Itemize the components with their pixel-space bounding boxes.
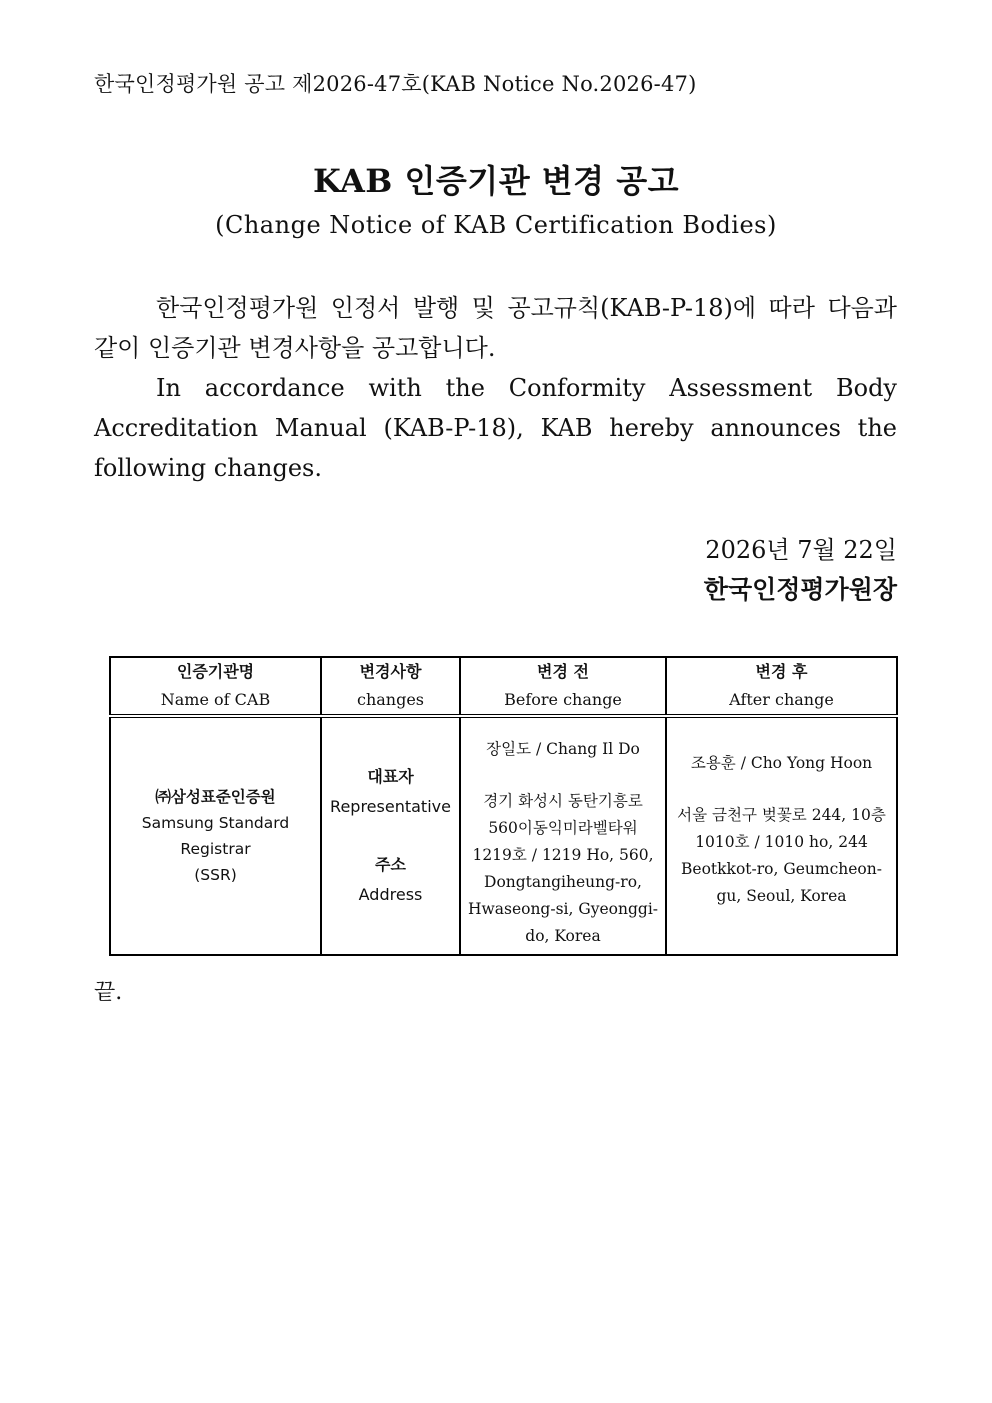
change-table: [109, 656, 898, 956]
cab-name-abbreviation: (SSR): [194, 866, 237, 884]
before-address: 경기 화성시 동탄기흥로 560이동익미라벨타워 1219호 / 1219 Ho, 560, Dongtangiheung-ro, Hwaseong-si, Gyeonggi-do, Korea: [467, 792, 659, 945]
header-label-en: Name of CAB: [160, 690, 271, 709]
cab-name-en-line: Registrar: [180, 840, 251, 858]
change-type-address-ko: 주소: [375, 855, 406, 874]
table-row: [110, 716, 897, 955]
cab-name-en-line: Samsung Standard: [141, 814, 290, 832]
cab-name-ko: ㈜삼성표준인증원: [155, 787, 276, 806]
page-title: KAB 인증기관 변경 공고: [312, 162, 680, 200]
header-label-en: changes: [356, 690, 425, 709]
header-label-ko: 변경 후: [755, 662, 808, 681]
issuer-name: 한국인정평가원장: [703, 575, 897, 604]
change-type-representative-ko: 대표자: [367, 767, 414, 786]
before-representative: 장일도 / Chang Il Do: [486, 740, 640, 758]
header-label-ko: 인증기관명: [176, 662, 255, 681]
header-before-change: [460, 657, 666, 716]
header-label-en: After change: [729, 690, 834, 709]
after-address: 서울 금천구 벚꽃로 244, 10층 1010호 / 1010 ho, 244 Beotkkot-ro, Geumcheon-gu, Seoul, Korea: [677, 806, 886, 905]
changes-cell: [321, 716, 460, 955]
notice-body: [94, 288, 897, 488]
header-changes: [321, 657, 460, 716]
header-after-change: [666, 657, 897, 716]
english-paragraph: In accordance with the Conformity Assessment Body Accreditation Manual (KAB-P-18), KAB hereby announces the following changes.: [94, 374, 897, 482]
end-mark: 끝.: [94, 980, 123, 1005]
header-cab-name: [110, 657, 321, 716]
table-header-row: [110, 657, 897, 716]
header-label-en: Before change: [504, 690, 622, 709]
notice-date: 2026년 7월 22일: [705, 536, 897, 564]
notice-number: 한국인정평가원 공고 제2026-47호(KAB Notice No.2026-47): [94, 72, 697, 96]
before-change-cell: [460, 716, 666, 955]
after-representative: 조용훈 / Cho Yong Hoon: [690, 754, 873, 772]
change-type-address-en: Address: [358, 885, 423, 904]
change-type-representative-en: Representative: [330, 797, 451, 816]
header-label-ko: 변경사항: [359, 662, 422, 681]
header-label-ko: 변경 전: [537, 662, 589, 681]
page-subtitle: (Change Notice of KAB Certification Bodies): [215, 211, 777, 239]
cab-name-cell: [110, 716, 321, 955]
after-change-cell: [666, 716, 897, 955]
korean-paragraph: 한국인정평가원 인정서 발행 및 공고규칙(KAB-P-18)에 따라 다음과 같이 인증기관 변경사항을 공고합니다.: [94, 294, 897, 362]
